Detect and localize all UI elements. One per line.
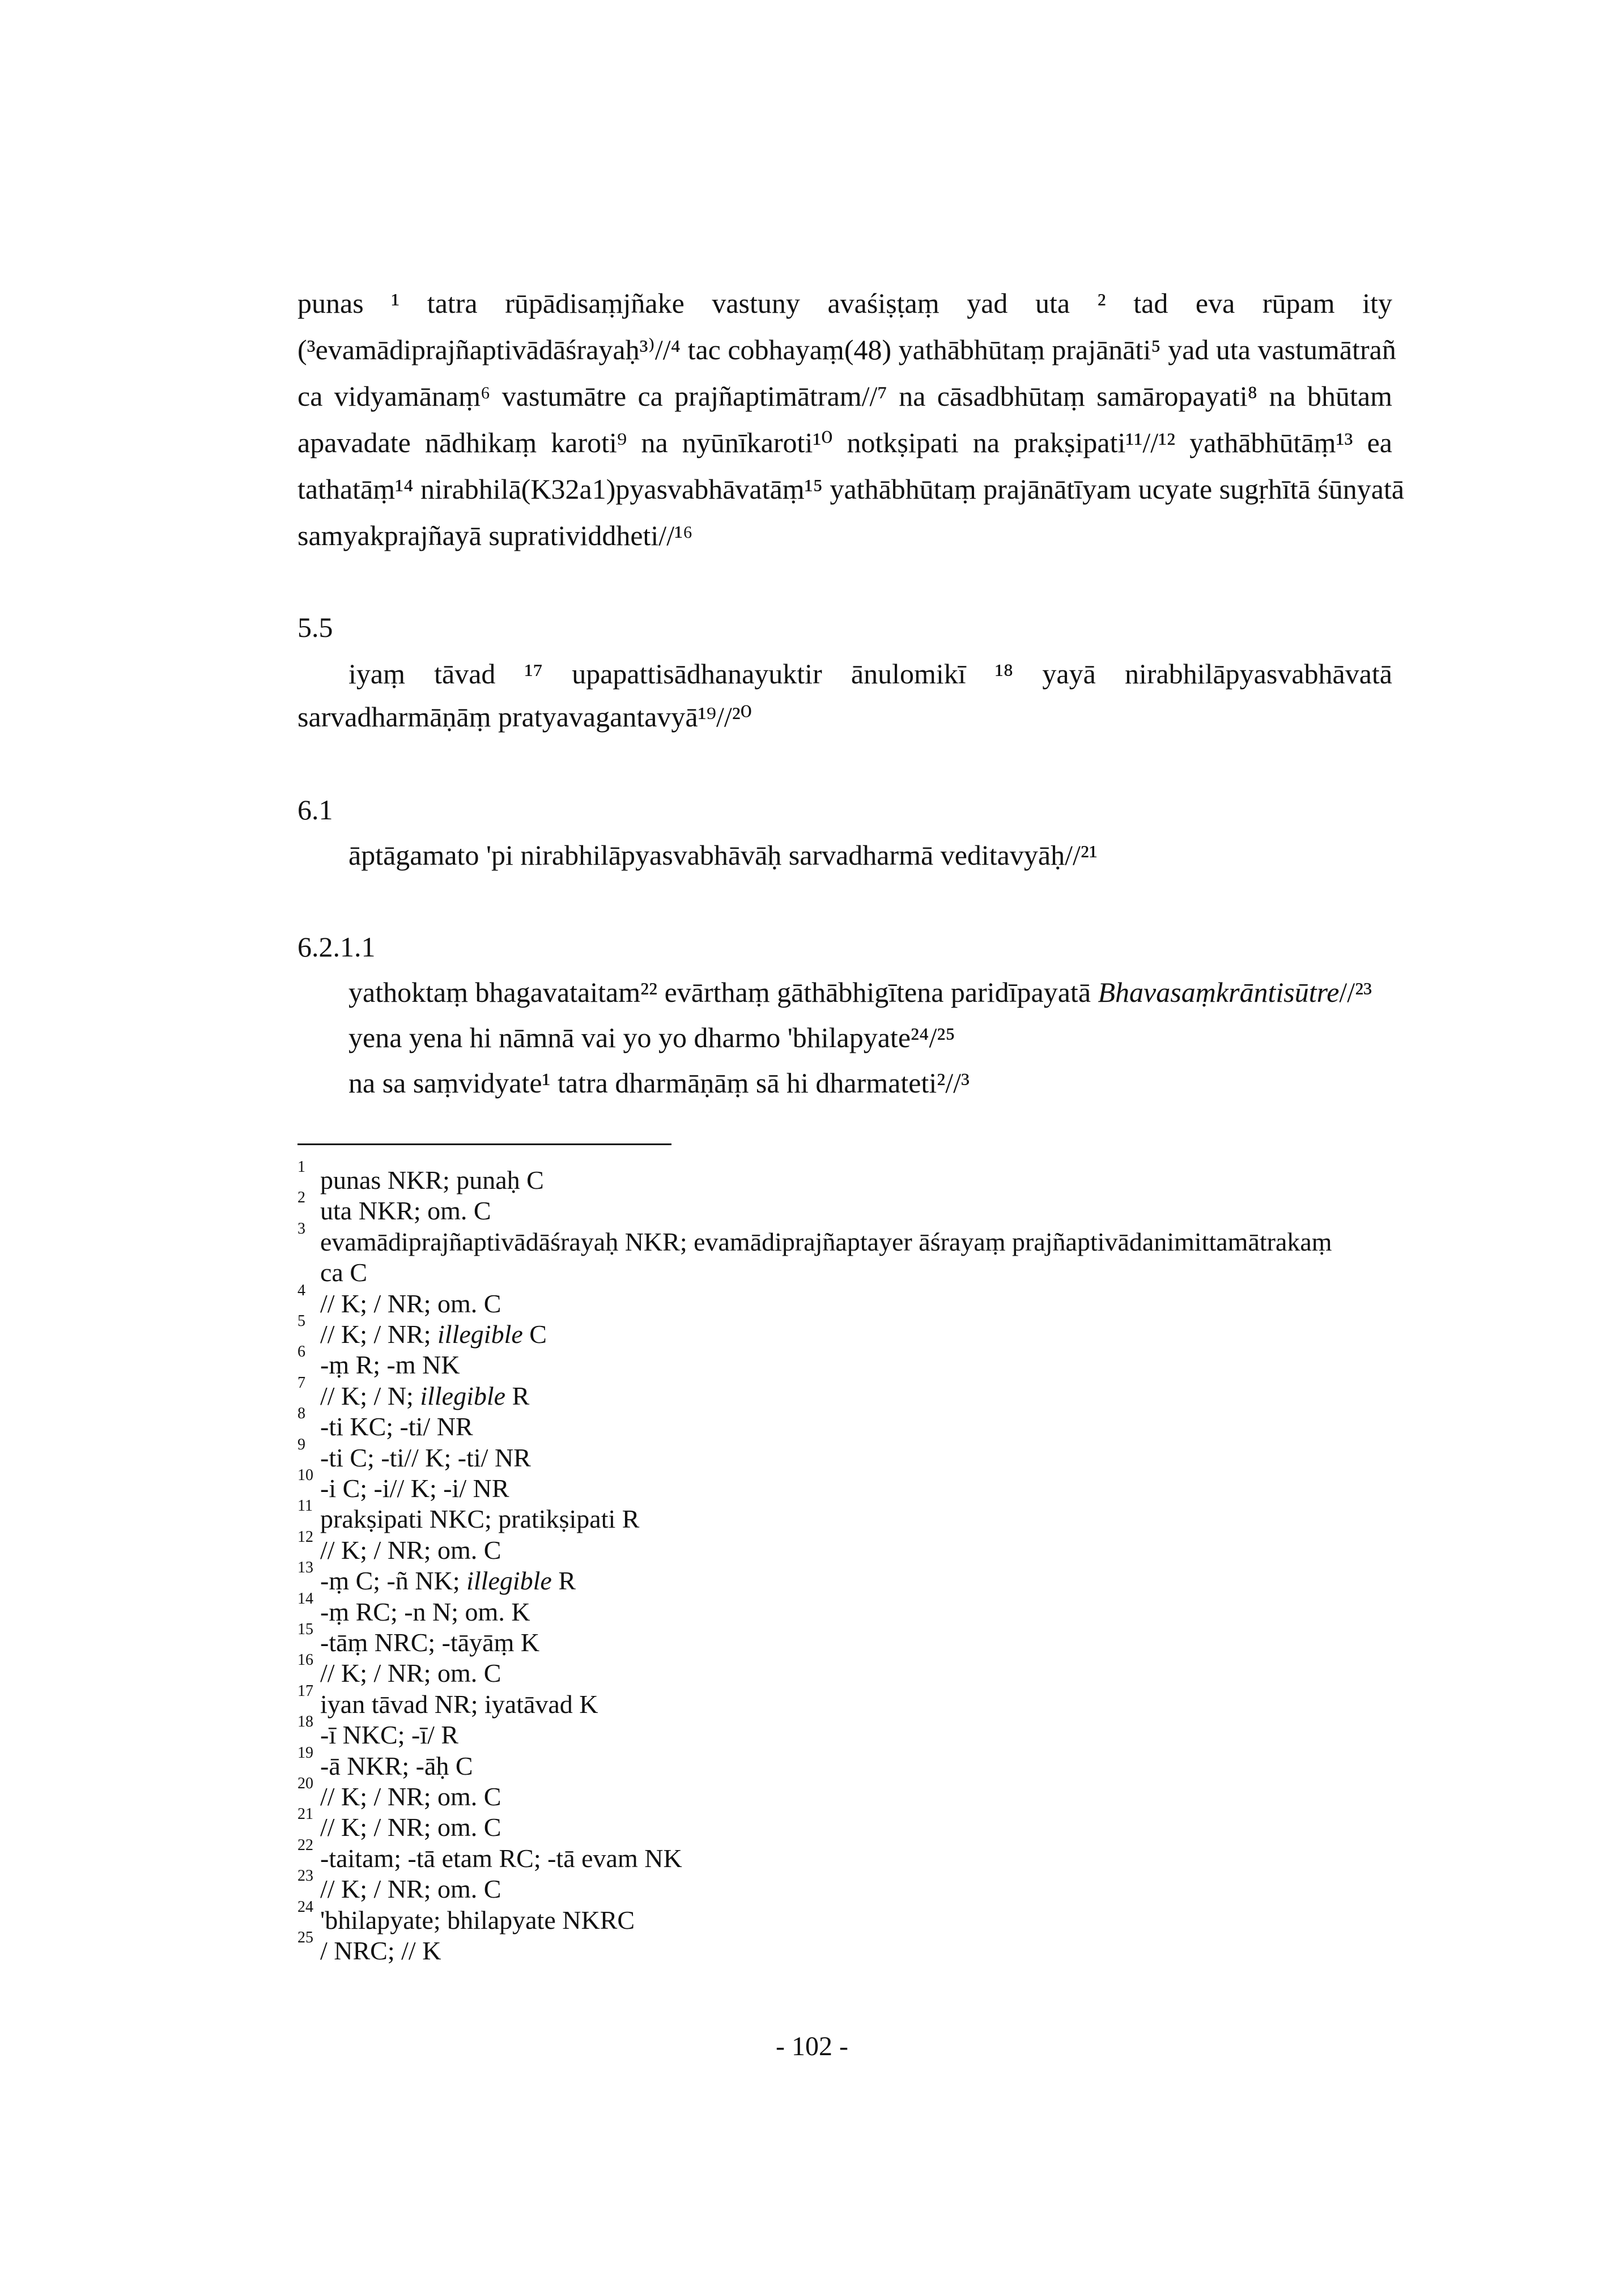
footnote-number: 18 <box>297 1713 313 1731</box>
footnote-text: -ṃ C; -ñ NK; illegible R <box>320 1566 576 1596</box>
footnote-text: -ti C; -ti// K; -ti/ NR <box>320 1443 531 1472</box>
sutra-title: Bhavasaṃkrāntisūtre <box>1098 976 1340 1008</box>
footnote-number: 1 <box>297 1158 305 1176</box>
para1-line-6: samyakprajñayā supratividdheti//¹⁶ <box>297 520 693 551</box>
footnote-text: // K; / N; illegible R <box>320 1381 530 1410</box>
footnote-text: -ṃ R; -m NK <box>320 1350 460 1380</box>
footnote-number: 17 <box>297 1682 313 1700</box>
illegible-note: illegible <box>466 1566 552 1596</box>
footnote-text: -ti KC; -ti/ NR <box>320 1412 473 1442</box>
footnote-text: 'bhilapyate; bhilapyate NKRC <box>320 1905 635 1934</box>
footnote-number: 13 <box>297 1559 313 1577</box>
footnote-rule <box>297 1143 671 1145</box>
para1-line-2: (³evamādiprajñaptivādāśrayaḥ³⁾//⁴ tac cobhayaṃ(48) yathābhūtaṃ prajānāti⁵ yad uta vastumātrañ <box>297 334 1396 365</box>
footnote-text: -i C; -i// K; -i/ NR <box>320 1474 509 1503</box>
para1-line-5: tathatāṃ¹⁴ nirabhilā(K32a1)pyasvabhāvatāṃ¹⁵ yathābhūtaṃ prajānātīyam ucyate sugṛhītā śūnyatā <box>297 473 1405 505</box>
footnote-number: 6 <box>297 1343 305 1361</box>
footnote-text: evamādiprajñaptivādāśrayaḥ NKR; evamādiprajñaptayer āśrayaṃ prajñaptivādanimittamātrakaṃ <box>320 1227 1332 1256</box>
footnote-text: -ṃ RC; -n N; om. K <box>320 1597 530 1626</box>
footnote-number: 9 <box>297 1435 305 1453</box>
footnote-text: punas NKR; punaḥ C <box>320 1166 544 1194</box>
footnote-number: 10 <box>297 1466 313 1484</box>
para4-line <box>348 978 1372 1006</box>
footnote-number: 20 <box>297 1775 313 1792</box>
footnote-text: // K; / NR; om. C <box>320 1535 501 1564</box>
para2-line-1: iyaṃ tāvad ¹⁷ upapattisādhanayuktir ānulomikī ¹⁸ yayā nirabhilāpyasvabhāvatā <box>348 658 1392 690</box>
para1-line-3: ca vidyamānaṃ⁶ vastumātre ca prajñaptimātram//⁷ na cāsadbhūtaṃ samāropayati⁸ na bhūtam <box>297 380 1392 412</box>
verse-line-1: yena yena hi nāmnā vai yo yo dharmo 'bhilapyate²⁴/²⁵ <box>348 1022 955 1053</box>
footnote-text: uta NKR; om. C <box>320 1196 491 1226</box>
footnote-text: // K; / NR; om. C <box>320 1289 501 1318</box>
section-heading-5-5: 5.5 <box>297 611 333 643</box>
para2-line-2: sarvadharmāṇāṃ pratyavagantavyā¹⁹//²⁰ <box>297 701 752 733</box>
footnote-text: prakṣipati NKC; pratikṣipati R <box>320 1504 640 1534</box>
footnote-text: // K; / NR; illegible C <box>320 1320 547 1349</box>
footnote-number: 24 <box>297 1898 313 1916</box>
footnote-text: / NRC; // K <box>320 1936 441 1965</box>
footnote-number: 4 <box>297 1281 305 1299</box>
section-heading-6-2-1-1: 6.2.1.1 <box>297 931 376 963</box>
footnote-number: 11 <box>297 1497 313 1515</box>
footnote-text: // K; / NR; om. C <box>320 1782 501 1811</box>
footnote-text: -ī NKC; -ī/ R <box>320 1720 459 1750</box>
footnote-text: ca C <box>320 1258 368 1287</box>
footnote-text: // K; / NR; om. C <box>320 1659 501 1688</box>
footnote-number: 22 <box>297 1836 313 1854</box>
para1-line-1: punas ¹ tatra rūpādisaṃjñake vastuny avaśiṣṭaṃ yad uta ² tad eva rūpam ity <box>297 287 1392 319</box>
para4-suffix: //²³ <box>1339 976 1372 1008</box>
footnote-number: 2 <box>297 1189 305 1207</box>
footnote-number: 3 <box>297 1219 305 1238</box>
illegible-note: illegible <box>420 1381 506 1410</box>
footnote-number: 8 <box>297 1405 305 1423</box>
footnote-number: 5 <box>297 1312 305 1330</box>
footnote-number: 19 <box>297 1744 313 1762</box>
footnote-text: // K; / NR; om. C <box>320 1874 501 1904</box>
footnote-text: // K; / NR; om. C <box>320 1813 501 1842</box>
footnote-text: -taitam; -tā etam RC; -tā evam NK <box>320 1843 682 1873</box>
footnote-number: 25 <box>297 1929 313 1946</box>
para4-text: yathoktaṃ bhagavataitam²² evārthaṃ gāthābhigītena paridīpayatā <box>348 976 1098 1008</box>
footnote-number: 21 <box>297 1805 313 1823</box>
footnote-number: 7 <box>297 1374 305 1392</box>
verse-line-2: na sa saṃvidyate¹ tatra dharmāṇāṃ sā hi dharmateti²//³ <box>348 1067 970 1099</box>
page-number: - 102 - <box>776 2031 848 2061</box>
footnote-number: 23 <box>297 1867 313 1885</box>
footnote-text: -tāṃ NRC; -tāyāṃ K <box>320 1628 540 1657</box>
footnote-number: 14 <box>297 1589 313 1608</box>
footnote-text: -ā NKR; -āḥ C <box>320 1751 473 1780</box>
para1-line-4: apavadate nādhikaṃ karoti⁹ na nyūnīkaroti¹⁰ notkṣipati na prakṣipati¹¹//¹² yathābhūtāṃ¹³ ea <box>297 427 1392 458</box>
footnote-number: 12 <box>297 1528 313 1546</box>
footnote-text: iyan tāvad NR; iyatāvad K <box>320 1689 598 1719</box>
section-heading-6-1: 6.1 <box>297 794 333 826</box>
footnote-number: 15 <box>297 1621 313 1638</box>
illegible-note: illegible <box>437 1320 523 1349</box>
para3-line: āptāgamato 'pi nirabhilāpyasvabhāvāḥ sarvadharmā veditavyāḥ//²¹ <box>348 839 1098 871</box>
footnote-number: 16 <box>297 1651 313 1669</box>
